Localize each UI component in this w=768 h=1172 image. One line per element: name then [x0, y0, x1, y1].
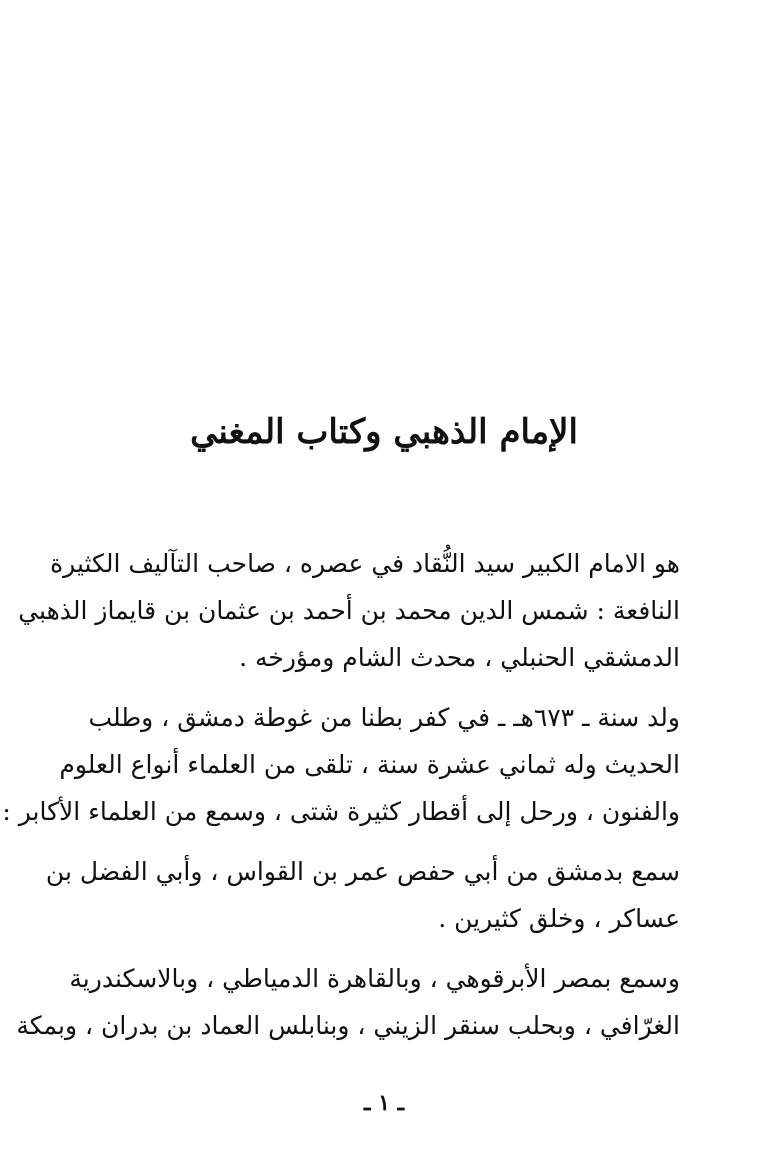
text-line: الحديث وله ثماني عشرة سنة ، تلقى من العلماء أنواع العلوم: [59, 750, 680, 779]
text-line: الدمشقي الحنبلي ، محدث الشام ومؤرخه .: [239, 643, 680, 672]
text-line: ولد سنة ـ ٦٧٣هـ ـ في كفر بطنا من غوطة دمشق ، وطلب: [88, 703, 680, 732]
text-line: وسمع بمصر الأبرقوهي ، وبالقاهرة الدمياطي ، وبالاسكندرية: [69, 964, 680, 993]
paragraph-3: [45, 848, 702, 942]
paragraph-4: [16, 955, 702, 1049]
body-text: [2, 540, 702, 1062]
paragraph-1: [18, 540, 702, 681]
paragraph-2: [2, 694, 702, 835]
text-line: هو الامام الكبير سيد النُّقاد في عصره ، صاحب التآليف الكثيرة: [50, 549, 680, 578]
text-line: عساكر ، وخلق كثيرين .: [438, 904, 680, 933]
text-line: والفنون ، ورحل إلى أقطار كثيرة شتى ، وسمع من العلماء الأكابر :: [2, 797, 680, 826]
page-number: ـ ١ ـ: [363, 1090, 405, 1116]
text-line: سمع بدمشق من أبي حفص عمر بن القواس ، وأبي الفضل بن: [45, 857, 680, 886]
text-line: الغرّافي ، وبحلب سنقر الزيني ، وبنابلس العماد بن بدران ، وبمكة: [16, 1011, 680, 1040]
text-line: النافعة : شمس الدين محمد بن أحمد بن عثمان بن قايماز الذهبي: [18, 596, 680, 625]
page-title: الإمام الذهبي وكتاب المغني: [190, 412, 578, 452]
